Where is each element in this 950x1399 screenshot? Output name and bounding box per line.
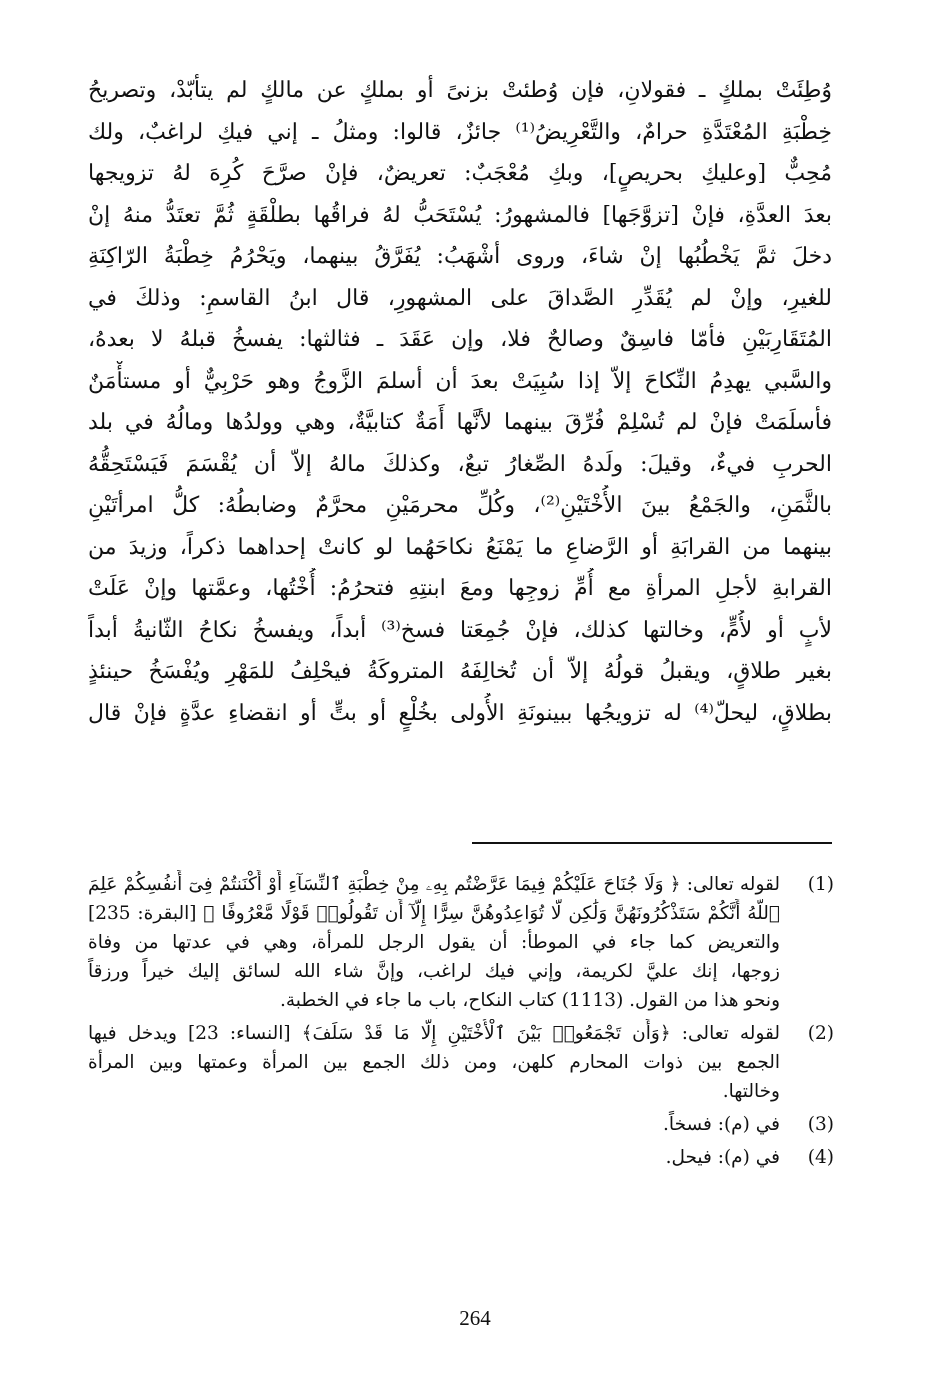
body-line: لأبٍ أو لأُمٍّ، وخالتها كذلك، فإنْ جُمِعَتا فسخ⁽³⁾ أبداً، ويفسخُ نكاحُ الثّانيةُ أبداً: [88, 617, 832, 643]
footnote-number: (1): [807, 874, 834, 895]
body-line: القرابةِ لأجلِ المرأةِ مع أُمِّ زوجِها ومعَ ابنتِهِ فتحرُمُ: أُخْتُها، وعمَّتها وإنْ عَلَتْ: [88, 576, 832, 601]
footnote-line: وخالتها.: [722, 1081, 780, 1102]
footnote-line: ونحو هذا من القول. (1113) كتاب النكاح، باب ما جاء في الخطبة.: [279, 990, 780, 1011]
footnote-separator: [472, 842, 832, 844]
footnote-line: في (م): فسخاً.: [663, 1114, 780, 1135]
footnote-number: (4): [807, 1147, 834, 1168]
page-number: 264: [459, 1306, 491, 1330]
body-line: الحربِ فيءٌ، وقيلَ: ولَدهُ الصِّغارُ تبعٌ، وكذلكَ مالهُ إلاّ أن يُقْسَمَ فَيَسْتَحِقُّهُ: [88, 451, 832, 477]
footnote-line: لقوله تعالى: ﴿وَأَن تَجْمَعُوا۟ بَيْنَ ٱلْأُخْتَيْنِ إِلَّا مَا قَدْ سَلَفَ﴾ [النساء: 23] ويدخل فيها: [88, 1023, 780, 1044]
body-line: بالثَّمَنِ، والجَمْعُ بينَ الأُخْتَيْنِ⁽²⁾، وكُلِّ محرمَيْنِ محرَّمٌ وضابطُهُ: كلُّ امرأتَيْنِ: [88, 493, 832, 518]
body-line: للغيرِ، وإنْ لم يُقَدِّرِ الصَّداقَ على المشهورِ، قال ابنُ القاسمِ: وذلكَ في: [88, 285, 832, 311]
body-line: بغير طلاقٍ، ويقبلُ قولُهُ إلاّ أن تُخالِفَهُ المتروكَةُ فيحْلِفُ للمَهْرِ ويُفْسَخُ حينئذٍ: [88, 659, 832, 684]
footnote-number: (3): [807, 1114, 834, 1135]
body-line: بينهما من القرابَةِ أو الرَّضاعِ ما يَمْنَعُ نكاحَهُما لو كانتْ إحداهما ذكراً، وزيدَ من: [88, 534, 832, 560]
footnote-1: [88, 870, 838, 1015]
footnote-line: زوجها، إنك عليَّ لكريمة، وإني فيك لراغب، وإنَّ شاء الله لسائق إليك خيراً ورزقاً: [88, 961, 780, 982]
body-line: والسَّبي يهدِمُ النِّكاحَ إلاّ إذا سُبِيَتْ بعدَ أن أسلمَ الزَّوجُ وهو حَرْبِيٌّ أو مستأْمَنٌ: [88, 368, 832, 394]
body-line: بطلاقٍ، ليحلّ⁽⁴⁾ له تزويجُها ببينونَةِ الأُولى بخُلْعٍ أو بتٍّ أو انقضاءِ عدَّةٍ فإنْ قال: [88, 700, 832, 726]
footnote-number: (2): [807, 1023, 834, 1044]
footnote-line: الجمع بين ذوات المحارم كلهن، ومن ذلك الجمع بين المرأة وعمتها وبين المرأة: [88, 1052, 780, 1073]
body-line: بعدَ العدَّةِ، فإنْ [تزوَّجَها] فالمشهورُ: يُسْتَحَبُّ لهُ فراقُها بطلْقَةٍ ثُمَّ تعتَدُّ منهُ إنْ: [88, 202, 832, 228]
footnote-4: [88, 1143, 838, 1172]
body-line: خِطْبَةِ المُعْتَدَّةِ حرامٌ، والتَّعْرِيضُ⁽¹⁾ جائزٌ، قالوا: ومثلُ ـ إني فيكِ لراغبٌ، ولك: [88, 119, 832, 145]
body-line: مُحِبٌّ [وعليكِ بحريصٍ]، وبكِ مُعْجَبٌ: تعريضٌ، فإنْ صرَّحَ كُرِهَ لهُ تزويجها: [88, 161, 832, 186]
footnote-line: لقوله تعالى: ﴿ وَلَا جُنَاحَ عَلَيْكُمْ فِيمَا عَرَّضْتُم بِهِۦ مِنْ خِطْبَةِ ٱلنِّسَآءِ أَوْ أَكْنَنتُمْ فِىٓ أَنفُسِكُمْ عَلِمَ: [88, 874, 780, 895]
body-line: فأسلَمَتْ فإنْ لم تُسْلِمْ فُرِّقَ بينهما لأنَّها أَمَةٌ كتابيَّةٌ، وهي وولدُها ومالُهُ في بلد: [88, 410, 832, 435]
footnote-line: ٱللَّهُ أَنَّكُمْ سَتَذْكُرُونَهُنَّ وَلَٰكِن لَّا تُوَاعِدُوهُنَّ سِرًّا إِلَّآ أَن تَقُولُوا۟ قَوْلًا مَّعْرُوفًا ﴾ [البقرة: 235]: [88, 903, 780, 924]
body-line: دخلَ ثمَّ يَخْطُبُها إنْ شاءَ، وروى أشْهَبُ: يُفَرَّقُ بينهما، ويَحْرُمُ خِطْبَةُ الرّاكِنَةِ: [88, 244, 832, 269]
footnote-line: في (م): فيحل.: [665, 1147, 780, 1168]
footnote-line: والتعريض كما جاء في الموطأ: أن يقول الرجل للمرأة، وهي في عدتها من وفاة: [88, 932, 780, 953]
footnote-3: [88, 1110, 838, 1139]
footnote-2: [88, 1019, 838, 1106]
body-line: وُطِئَتْ بملكٍ ـ فقولانِ، فإن وُطئتْ بزنىً أو بملكٍ عن مالكٍ لم يتأبّدْ، وتصريحُ: [88, 78, 832, 103]
main-text: [88, 70, 832, 734]
body-line: المُتَقَارِبَيْنِ فأمّا فاسِقٌ وصالحٌ فلا، وإن عَقَدَ ـ فثالثها: يفسخُ قبلهُ لا بعدهُ،: [88, 327, 832, 352]
footnotes: [88, 870, 838, 1172]
